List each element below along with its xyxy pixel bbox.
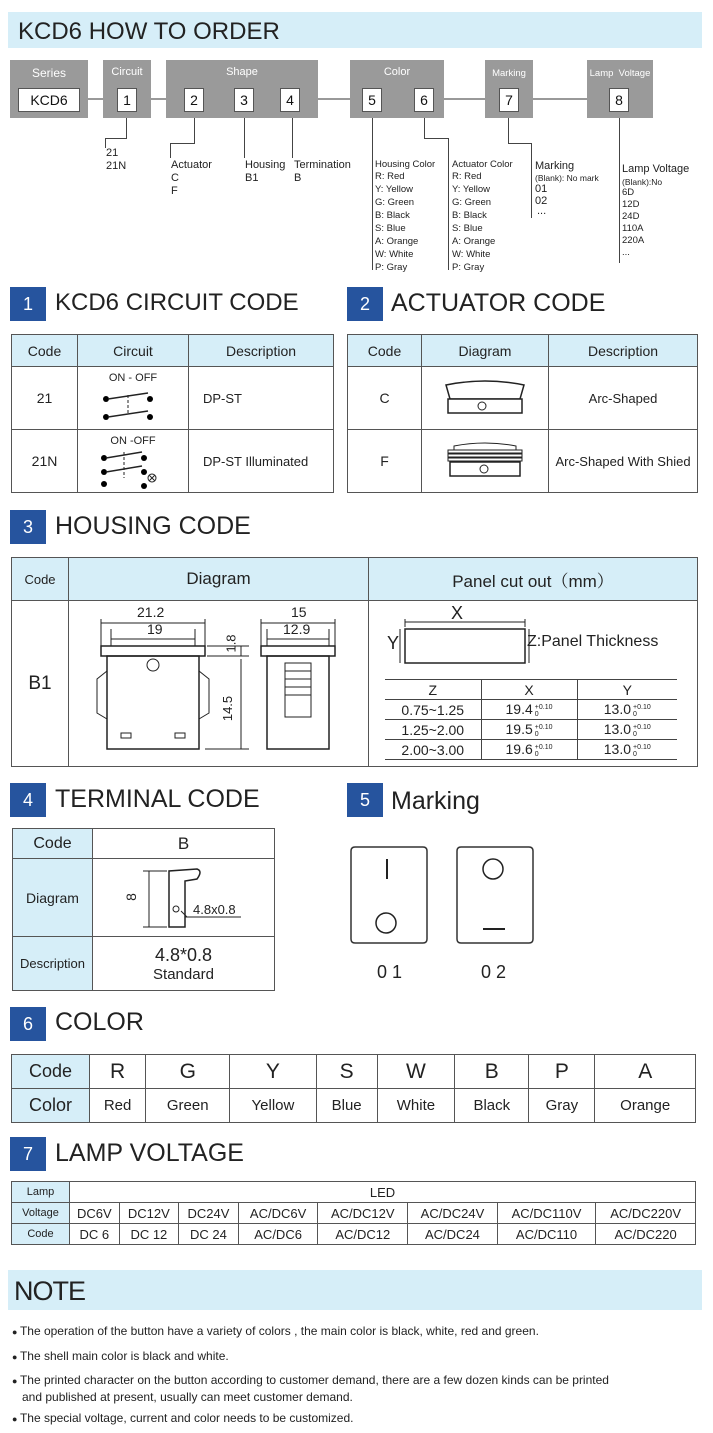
color-code-cell: P xyxy=(529,1055,595,1089)
cutout-value-cell xyxy=(577,700,677,720)
row-label: Description xyxy=(13,937,93,991)
tolerance-upper: +0.10 xyxy=(633,743,651,751)
color-code-cell: R xyxy=(90,1055,146,1089)
order-option: Y: Yellow xyxy=(452,184,491,195)
panel-thickness-label: Z:Panel Thickness xyxy=(527,633,659,650)
cutout-row xyxy=(385,740,677,760)
marking-option: 01 xyxy=(535,183,548,195)
voltage-cell: AC/DC6V xyxy=(238,1203,318,1224)
section-number: 6 xyxy=(10,1007,46,1041)
column-header: Description xyxy=(549,335,698,367)
cutout-value: 13.0 xyxy=(603,701,632,718)
tolerance-lower: 0 xyxy=(633,710,637,718)
voltage-code-cell: AC/DC110 xyxy=(497,1224,595,1245)
voltage-cell: DC6V xyxy=(70,1203,120,1224)
cutout-y-label: Y xyxy=(387,633,400,653)
series-code-box: KCD6 xyxy=(18,88,80,112)
housing-option: B1 xyxy=(245,172,259,184)
cutout-header: X xyxy=(481,680,577,700)
order-option: P: Gray xyxy=(452,262,485,273)
color-code-cell: B xyxy=(455,1055,529,1089)
order-option: A: Orange xyxy=(375,236,419,247)
actuator-title: Actuator xyxy=(171,159,212,171)
shielded-actuator-icon xyxy=(440,438,530,482)
terminal-type: Standard xyxy=(153,965,214,983)
voltage-cell: AC/DC220V xyxy=(596,1203,696,1224)
voltage-code-cell: AC/DC12 xyxy=(318,1224,408,1245)
actuator-color-title: Actuator Color xyxy=(452,159,513,170)
cutout-z: 1.25~2.00 xyxy=(385,720,481,740)
section-title: HOUSING CODE xyxy=(55,512,251,540)
lamp-num-box: 8 xyxy=(609,88,629,112)
color-group: Color 5 6 xyxy=(350,60,444,118)
tolerance xyxy=(535,744,553,758)
order-option: Y: Yellow xyxy=(375,184,414,195)
tolerance-lower: 0 xyxy=(633,750,637,758)
column-header: Description xyxy=(189,335,334,367)
voltage-code-cell: DC 6 xyxy=(70,1224,120,1245)
cutout-z: 0.75~1.25 xyxy=(385,700,481,720)
tolerance-upper: +0.10 xyxy=(534,703,553,711)
bullet-icon: ● xyxy=(12,1327,20,1337)
dimension-label: 21.2 xyxy=(137,604,165,620)
code-cell: 21 xyxy=(12,367,78,430)
table-row xyxy=(12,430,334,493)
tolerance-lower: 0 xyxy=(534,730,539,738)
circuit-diagram-cell xyxy=(78,430,189,493)
color-code-cell: W xyxy=(377,1055,454,1089)
note-text: The printed character on the button according to customer demand, there are a few dozen kinds can be printed xyxy=(19,1373,609,1387)
order-option: R: Red xyxy=(375,171,405,182)
row-label: Lamp xyxy=(12,1182,70,1203)
row-label: Color xyxy=(12,1089,90,1123)
marking-02-icon xyxy=(455,845,535,945)
section-number: 7 xyxy=(10,1137,46,1171)
order-option: R: Red xyxy=(452,171,482,182)
code-cell: B1 xyxy=(12,601,69,767)
color-num-box: 6 xyxy=(414,88,434,112)
tolerance-upper: +0.10 xyxy=(534,723,553,731)
cutout-value-cell xyxy=(481,720,577,740)
shape-num-box: 3 xyxy=(234,88,254,112)
section-number: 5 xyxy=(347,783,383,817)
bullet-icon: ● xyxy=(12,1414,20,1424)
color-table xyxy=(11,1054,696,1123)
dimension-label: 8 xyxy=(122,893,139,901)
description-cell: Arc-Shaped With Shied xyxy=(549,430,698,493)
marking-group: Marking 7 xyxy=(485,60,533,118)
section-title: Marking xyxy=(391,787,480,815)
order-option: 220A xyxy=(622,235,645,246)
cutout-table xyxy=(385,679,677,760)
order-option: 6D xyxy=(622,187,635,198)
row-label: Code xyxy=(12,1224,70,1245)
row-label: Code xyxy=(13,829,93,859)
actuator-diagram-cell xyxy=(422,367,549,430)
color-code-cell: A xyxy=(595,1055,696,1089)
marking-title: Marking xyxy=(535,160,575,172)
order-option: A: Orange xyxy=(452,236,496,247)
note-item xyxy=(22,1390,353,1404)
lamp-group: Lamp Voltage 8 xyxy=(587,60,653,118)
color-name-cell: Green xyxy=(146,1089,230,1123)
color-code-cell: G xyxy=(146,1055,230,1089)
cutout-row xyxy=(385,700,677,720)
terminal-code-table xyxy=(12,828,275,991)
dimension-label: 14.5 xyxy=(220,695,236,722)
section-title: TERMINAL CODE xyxy=(55,785,260,813)
circuit-diagram-cell xyxy=(78,367,189,430)
cutout-value-cell xyxy=(577,720,677,740)
dimension-label: 12.9 xyxy=(283,621,311,637)
note-text: and published at present, usually can meet customer demand. xyxy=(22,1390,353,1404)
section-number: 2 xyxy=(347,287,383,321)
voltage-code-cell: DC 24 xyxy=(179,1224,239,1245)
cutout-value-cell xyxy=(481,740,577,760)
circuit-num-box: 1 xyxy=(117,88,137,112)
terminal-blade-icon xyxy=(93,859,273,937)
tolerance xyxy=(633,724,651,738)
circuit-group: Circuit 1 xyxy=(103,60,151,118)
tolerance xyxy=(633,744,651,758)
page-title: KCD6 HOW TO ORDER xyxy=(8,12,702,48)
housing-drawing xyxy=(69,601,369,767)
voltage-cell: AC/DC110V xyxy=(497,1203,595,1224)
actuator-option: C xyxy=(171,172,179,184)
lamp-voltage-table xyxy=(11,1181,696,1245)
voltage-code-cell: AC/DC220 xyxy=(596,1224,696,1245)
table-row xyxy=(12,367,334,430)
terminal-diagram-cell xyxy=(93,859,275,937)
marking-label: 0 1 xyxy=(377,962,403,982)
shape-group: Shape 2 3 4 xyxy=(166,60,318,118)
description-cell xyxy=(93,937,275,991)
actuator-code-table xyxy=(347,334,698,493)
marking-blank: (Blank): No mark xyxy=(535,173,599,183)
marking-num-box: 7 xyxy=(499,88,519,112)
circuit-label: ON - OFF xyxy=(108,372,158,384)
note-item xyxy=(12,1349,229,1363)
switch-symbol-icon xyxy=(78,387,189,427)
section-title: ACTUATOR CODE xyxy=(391,289,606,317)
voltage-code-cell: AC/DC6 xyxy=(238,1224,318,1245)
section-title: LAMP VOLTAGE xyxy=(55,1139,244,1167)
color-code-cell: Y xyxy=(230,1055,316,1089)
tolerance-upper: +0.10 xyxy=(534,743,553,751)
circuit-option: 21N xyxy=(106,160,127,172)
voltage-cell: DC12V xyxy=(119,1203,179,1224)
row-label: Diagram xyxy=(13,859,93,937)
table-row xyxy=(348,430,698,493)
color-name-cell: Gray xyxy=(529,1089,595,1123)
bullet-icon: ● xyxy=(12,1352,20,1362)
shape-num-box: 2 xyxy=(184,88,204,112)
circuit-label: ON -OFF xyxy=(110,435,156,447)
panel-cutout-cell xyxy=(369,601,698,767)
color-name-cell: Blue xyxy=(316,1089,377,1123)
order-option: S: Blue xyxy=(452,223,483,234)
table-row xyxy=(348,367,698,430)
voltage-cell: AC/DC24V xyxy=(408,1203,498,1224)
section-number: 3 xyxy=(10,510,46,544)
housing-diagram-cell xyxy=(69,601,369,767)
note-text: The special voltage, current and color needs to be customized. xyxy=(19,1411,354,1425)
column-header: Diagram xyxy=(422,335,549,367)
row-label: Voltage xyxy=(12,1203,70,1224)
housing-color-title: Housing Color xyxy=(375,159,436,170)
column-header: Circuit xyxy=(78,335,189,367)
tolerance-lower: 0 xyxy=(534,750,539,758)
order-option: 24D xyxy=(622,211,640,222)
led-header: LED xyxy=(70,1182,696,1203)
note-item xyxy=(12,1324,539,1338)
marking-option: 02 xyxy=(535,195,548,207)
arc-actuator-icon xyxy=(440,375,530,419)
color-name-cell: Black xyxy=(455,1089,529,1123)
voltage-cell: AC/DC12V xyxy=(318,1203,408,1224)
cutout-value: 13.0 xyxy=(603,741,632,758)
order-option: P: Gray xyxy=(375,262,408,273)
section-number: 4 xyxy=(10,783,46,817)
voltage-cell: DC24V xyxy=(179,1203,239,1224)
color-num-box: 5 xyxy=(362,88,382,112)
voltage-code-cell: AC/DC24 xyxy=(408,1224,498,1245)
note-item xyxy=(12,1411,353,1425)
column-header: Code xyxy=(12,558,69,601)
cutout-value-cell xyxy=(577,740,677,760)
tolerance-upper: +0.10 xyxy=(633,703,651,711)
note-text: The operation of the button have a variety of colors , the main color is black, white, red and green. xyxy=(19,1324,539,1338)
description-cell: DP-ST xyxy=(189,367,334,430)
code-cell: B xyxy=(93,829,275,859)
color-name-cell: Yellow xyxy=(230,1089,316,1123)
cutout-z: 2.00~3.00 xyxy=(385,740,481,760)
code-cell: C xyxy=(348,367,422,430)
code-cell: 21N xyxy=(12,430,78,493)
actuator-option: F xyxy=(171,185,178,197)
description-cell: Arc-Shaped xyxy=(549,367,698,430)
dimension-label: 4.8x0.8 xyxy=(193,902,236,917)
order-option: ... xyxy=(622,247,630,258)
lamp-voltage-title: Lamp Voltage xyxy=(622,163,690,175)
order-option: B: Black xyxy=(375,210,410,221)
tolerance-lower: 0 xyxy=(534,710,539,718)
note-title: NOTE xyxy=(8,1270,702,1310)
tolerance xyxy=(535,704,553,718)
voltage-code-cell: DC 12 xyxy=(119,1224,179,1245)
terminal-size: 4.8*0.8 xyxy=(154,944,213,965)
cutout-value: 19.5 xyxy=(505,721,533,738)
cutout-value: 19.4 xyxy=(505,701,533,718)
description-cell: DP-ST Illuminated xyxy=(189,430,334,493)
cutout-value: 19.6 xyxy=(505,741,533,758)
dimension-label: 19 xyxy=(147,621,163,637)
color-code-cell: S xyxy=(316,1055,377,1089)
series-group: Series KCD6 xyxy=(10,60,88,118)
column-header: Panel cut out（mm） xyxy=(369,558,698,601)
bullet-icon: ● xyxy=(12,1376,20,1386)
section-title: KCD6 CIRCUIT CODE xyxy=(55,289,299,316)
tolerance-lower: 0 xyxy=(633,730,637,738)
tolerance xyxy=(535,724,553,738)
actuator-diagram-cell xyxy=(422,430,549,493)
housing-title: Housing xyxy=(245,159,286,171)
circuit-code-table xyxy=(11,334,334,493)
order-option: W: White xyxy=(452,249,491,260)
tolerance-upper: +0.10 xyxy=(633,723,651,731)
order-option: 110A xyxy=(622,223,644,234)
cutout-x-label: X xyxy=(451,603,464,623)
dimension-label: 15 xyxy=(291,604,307,620)
note-text: The shell main color is black and white. xyxy=(19,1349,229,1363)
cutout-value: 13.0 xyxy=(603,721,632,738)
table-row xyxy=(12,601,698,767)
cutout-header: Y xyxy=(577,680,677,700)
order-option: W: White xyxy=(375,249,414,260)
termination-option: B xyxy=(294,172,302,184)
tolerance xyxy=(633,704,651,718)
row-label: Code xyxy=(12,1055,90,1089)
cutout-row xyxy=(385,720,677,740)
cutout-header: Z xyxy=(385,680,481,700)
column-header: Diagram xyxy=(69,558,369,601)
order-option: G: Green xyxy=(452,197,492,208)
cutout-value-cell xyxy=(481,700,577,720)
marking-label: 0 2 xyxy=(481,962,507,982)
section-title: COLOR xyxy=(55,1008,144,1036)
code-cell: F xyxy=(348,430,422,493)
note-item xyxy=(12,1373,609,1387)
termination-title: Termination xyxy=(294,159,351,171)
housing-code-table xyxy=(11,557,698,767)
color-name-cell: Orange xyxy=(595,1089,696,1123)
column-header: Code xyxy=(348,335,422,367)
marking-option: ... xyxy=(537,205,547,217)
section-number: 1 xyxy=(10,287,46,321)
lamp-voltage-blank: (Blank):No xyxy=(622,177,663,187)
order-option: S: Blue xyxy=(375,223,406,234)
color-name-cell: White xyxy=(377,1089,454,1123)
circuit-option: 21 xyxy=(106,147,119,159)
order-option: B: Black xyxy=(452,210,487,221)
marking-01-icon xyxy=(349,845,429,945)
column-header: Code xyxy=(12,335,78,367)
order-option: 12D xyxy=(622,199,640,210)
shape-num-box: 4 xyxy=(280,88,300,112)
color-name-cell: Red xyxy=(90,1089,146,1123)
illuminated-switch-symbol-icon xyxy=(78,448,189,492)
dimension-label: 1.8 xyxy=(223,634,239,653)
order-option: G: Green xyxy=(375,197,415,208)
